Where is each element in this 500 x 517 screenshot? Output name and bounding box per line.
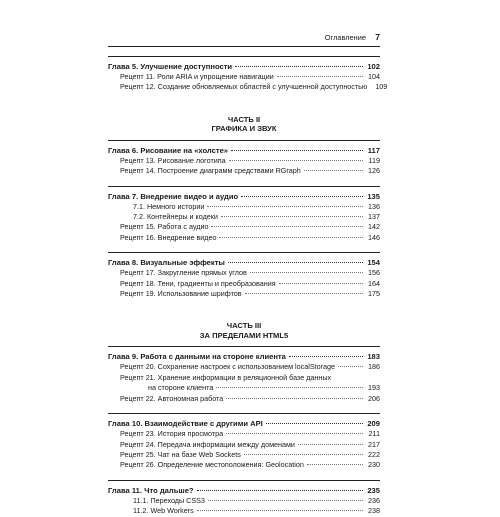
part-number: ЧАСТЬ III [226, 321, 262, 331]
toc-entry[interactable] [108, 268, 380, 278]
toc-entry[interactable] [108, 156, 380, 166]
toc-entry-page: 137 [368, 212, 380, 222]
dot-leader [211, 226, 363, 227]
dot-leader [245, 293, 363, 294]
toc-entry-page: 175 [368, 289, 380, 299]
toc-entry[interactable] [108, 383, 380, 393]
part-title: ЗА ПРЕДЕЛАМИ HTML5 [199, 330, 289, 340]
toc-entry-title: Глава 9. Работа с данными на стороне клиента [108, 352, 286, 362]
toc-entry-title: Глава 11. Что дальше? [108, 485, 194, 495]
dot-leader [226, 398, 363, 399]
toc-entry-page: 222 [368, 449, 380, 459]
toc-entry-title: на стороне клиента [148, 383, 214, 393]
dot-leader [221, 216, 363, 217]
toc-entry-page: 126 [368, 166, 380, 176]
toc-entry[interactable] [108, 202, 380, 212]
part-heading [108, 321, 380, 340]
table-of-contents [108, 56, 388, 517]
dot-leader [207, 206, 363, 207]
toc-chapter-entry[interactable] [108, 346, 380, 362]
toc-entry-title: Глава 5. Улучшение доступности [108, 62, 233, 71]
dot-leader [307, 464, 363, 465]
toc-entry[interactable] [108, 394, 380, 404]
toc-entry[interactable] [108, 362, 380, 372]
toc-entry-page: 193 [368, 383, 380, 393]
dot-leader [226, 433, 363, 434]
toc-entry[interactable] [108, 429, 380, 439]
toc-entry-page: 230 [368, 460, 380, 470]
dot-leader [229, 160, 363, 161]
dot-leader [277, 76, 363, 77]
toc-entry-title: 11.2. Web Workers [133, 506, 194, 516]
dot-leader [197, 490, 363, 491]
dot-leader [244, 454, 363, 455]
dot-leader [235, 66, 363, 67]
dot-leader [197, 510, 363, 511]
toc-entry-title: Глава 10. Взаимодействие с другими API [108, 419, 263, 429]
toc-chapter-entry[interactable] [108, 480, 380, 496]
dot-leader [241, 196, 363, 197]
page-number: 7 [375, 32, 380, 42]
toc-entry[interactable] [108, 166, 380, 176]
toc-entry-page: 135 [367, 191, 380, 201]
toc-entry-page: 211 [368, 429, 380, 439]
toc-entry-title: Рецепт 20. Сохранение настроек с использованием localStorage [120, 362, 335, 372]
toc-entry-title: Рецепт 26. Определение местоположения: Geolocation [120, 460, 304, 470]
toc-entry-title: Рецепт 11. Роли ARIA и упрощение навигации [120, 72, 274, 81]
toc-entry-page: 209 [367, 419, 380, 429]
toc-entry-page: 236 [368, 495, 380, 505]
toc-entry-title: 7.2. Контейнеры и кодеки [133, 212, 218, 222]
toc-chapter-entry[interactable] [108, 413, 380, 429]
toc-entry-title: 7.1. Немного истории [133, 201, 205, 211]
toc-entry-title: Рецепт 12. Создание обновляемых областей с улучшенной доступностью [120, 82, 368, 92]
toc-entry-title: Глава 8. Визуальные эффекты [108, 258, 225, 268]
toc-entry[interactable] [108, 450, 380, 460]
toc-entry[interactable] [108, 72, 380, 82]
dot-leader [298, 444, 363, 445]
toc-entry-page: 117 [367, 145, 380, 155]
toc-entry-page: 156 [368, 268, 380, 278]
toc-entry-page: 217 [368, 439, 380, 449]
toc-chapter-entry[interactable] [108, 140, 380, 156]
dot-leader [228, 262, 363, 263]
header-label: Оглавление [324, 33, 366, 42]
toc-entry-page: 119 [368, 155, 380, 165]
toc-entry[interactable] [108, 233, 380, 243]
toc-entry-title: Рецепт 23. История просмотра [120, 429, 224, 439]
dot-leader [216, 387, 363, 388]
toc-entry-page: 146 [368, 232, 380, 242]
toc-entry-title: Рецепт 14. Построение диаграмм средствами RGraph [120, 166, 301, 176]
toc-entry[interactable] [108, 279, 380, 289]
toc-entry-page: 164 [368, 278, 380, 288]
toc-entry-page: 206 [368, 393, 380, 403]
dot-leader [289, 356, 363, 357]
running-header [108, 32, 380, 47]
toc-entry-page: 154 [367, 258, 380, 268]
toc-entry-title: Рецепт 17. Закругление прямых углов [120, 268, 247, 278]
toc-entry-title: Рецепт 22. Автономная работа [120, 393, 224, 403]
toc-entry-page: 102 [367, 62, 380, 71]
toc-entry[interactable] [108, 496, 380, 506]
toc-entry-page: 186 [368, 362, 380, 372]
toc-entry[interactable] [108, 289, 380, 299]
toc-entry[interactable] [108, 440, 380, 450]
toc-entry[interactable] [108, 460, 380, 470]
toc-entry-title[interactable]: Рецепт 21. Хранение информации в реляционной базе данных [120, 372, 332, 382]
toc-chapter-entry[interactable] [108, 56, 380, 72]
toc-entry[interactable] [108, 222, 380, 232]
toc-chapter-entry[interactable] [108, 186, 380, 202]
toc-entry-title: Глава 6. Рисование на «холсте» [108, 145, 229, 155]
toc-entry[interactable] [108, 82, 388, 92]
toc-entry-title: 11.1. Переходы CSS3 [133, 495, 205, 505]
toc-entry-page: 142 [368, 222, 380, 232]
part-number: ЧАСТЬ II [227, 114, 261, 124]
toc-entry-title: Рецепт 16. Внедрение видео [120, 232, 217, 242]
dot-leader [231, 150, 363, 151]
dot-leader [250, 272, 363, 273]
toc-entry-title: Рецепт 25. Чат на базе Web Sockets [120, 449, 241, 459]
dot-leader [279, 283, 363, 284]
dot-leader [219, 237, 363, 238]
part-heading [108, 115, 380, 134]
toc-entry-page: 109 [375, 82, 388, 92]
toc-page [108, 32, 388, 517]
toc-entry-title: Рецепт 18. Тени, градиенты и преобразования [120, 278, 276, 288]
toc-entry-title: Глава 7. Внедрение видео и аудио [108, 191, 239, 201]
dot-leader [338, 366, 363, 367]
toc-entry[interactable] [108, 212, 380, 222]
toc-chapter-entry[interactable] [108, 252, 380, 268]
toc-entry-page: 238 [368, 506, 380, 516]
toc-entry-page: 104 [368, 72, 380, 81]
dot-leader [304, 170, 363, 171]
dot-leader [266, 423, 363, 424]
toc-entry-title: Рецепт 15. Работа с аудио [120, 222, 209, 232]
toc-entry-page: 136 [368, 201, 380, 211]
toc-entry-title: Рецепт 13. Рисование логотипа [120, 155, 226, 165]
toc-entry-title: Рецепт 24. Передача информации между доменами [120, 439, 295, 449]
toc-entry[interactable] [108, 506, 380, 516]
part-title: ГРАФИКА И ЗВУК [211, 124, 277, 134]
toc-entry-page: 235 [367, 485, 380, 495]
toc-entry-page: 183 [367, 352, 380, 362]
toc-entry-title: Рецепт 19. Использование шрифтов [120, 289, 242, 299]
